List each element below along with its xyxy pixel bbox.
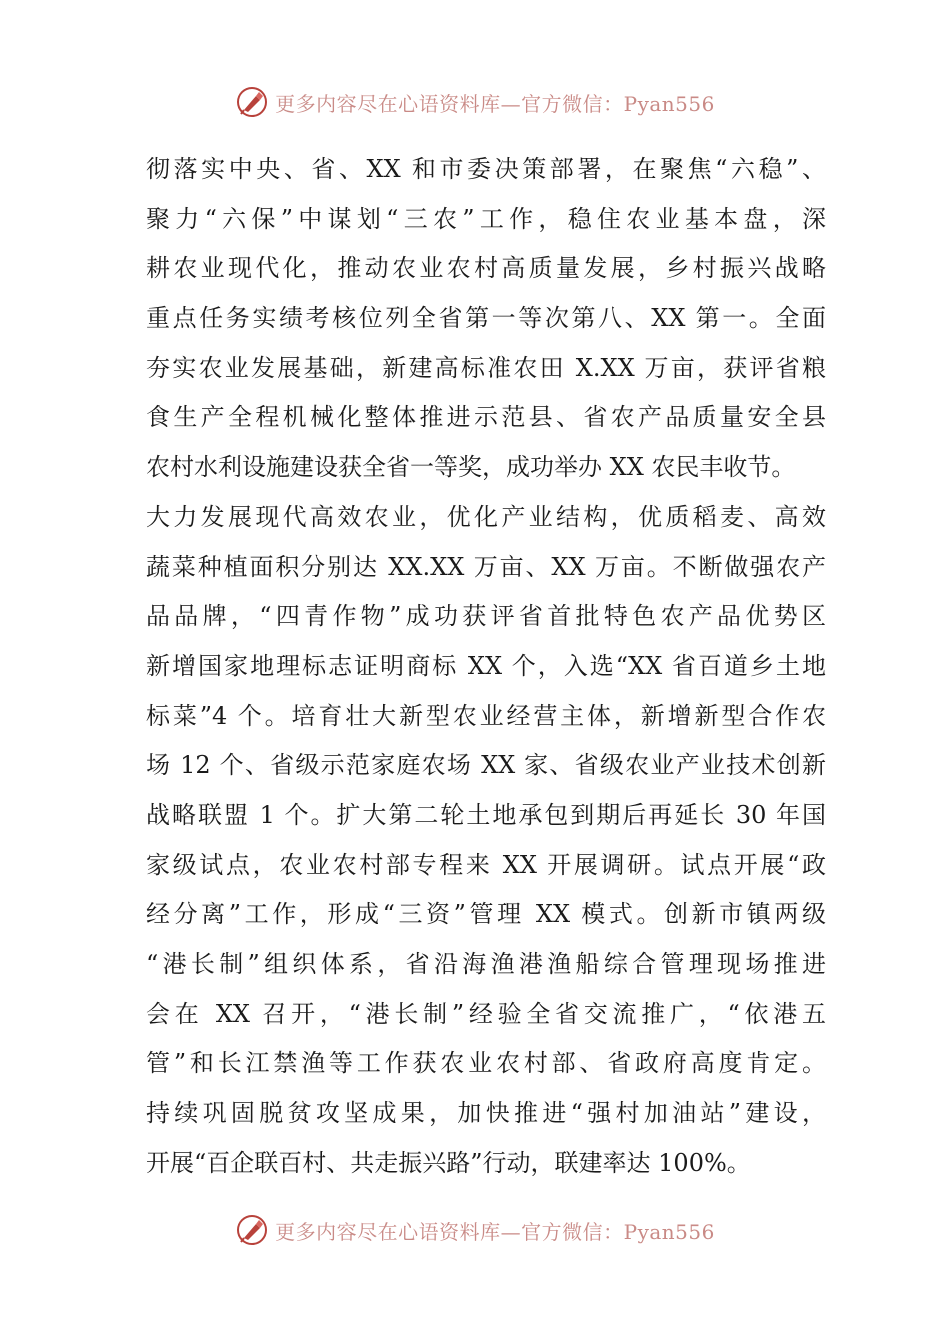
text-line: 夯实农业发展基础，新建高标准农田 X.XX 万亩，获评省粮 <box>146 353 826 382</box>
pen-nib-icon <box>235 1213 269 1247</box>
text-line: 耕农业现代化，推动农业农村高质量发展，乡村振兴战略 <box>146 254 826 283</box>
text-line: 持续巩固脱贫攻坚成果，加快推进“强村加油站”建设， <box>146 1099 826 1128</box>
watermark-text: 更多内容尽在心语资料库—官方微信：Pyan556 <box>275 91 715 116</box>
text-line: 标菜”4 个。培育壮大新型农业经营主体，新增新型合作农 <box>146 701 826 730</box>
text-line: 家级试点，农业农村部专程来 XX 开展调研。试点开展“政 <box>146 850 826 879</box>
text-line: 经分离”工作，形成“三资”管理 XX 模式。创新市镇两级 <box>146 900 826 929</box>
text-line: 蔬菜种植面积分别达 XX.XX 万亩、XX 万亩。不断做强农产 <box>146 552 826 581</box>
watermark-footer <box>0 1210 950 1250</box>
pen-nib-icon <box>235 85 269 119</box>
text-line: 场 12 个、省级示范家庭农场 XX 家、省级农业产业技术创新 <box>146 751 826 780</box>
text-line: 管”和长江禁渔等工作获农业农村部、省政府高度肯定。 <box>146 1049 826 1078</box>
text-line: 彻落实中央、省、XX 和市委决策部署，在聚焦“六稳”、 <box>146 155 826 183</box>
watermark-text: 更多内容尽在心语资料库—官方微信：Pyan556 <box>275 1219 715 1244</box>
document-body <box>146 145 826 1188</box>
text-line: 战略联盟 1 个。扩大第二轮土地承包到期后再延长 30 年国 <box>146 800 826 829</box>
text-line: 食生产全程机械化整体推进示范县、省农产品质量安全县 <box>146 403 826 432</box>
text-line: 农村水利设施建设获全省一等奖，成功举办 XX 农民丰收节。 <box>146 453 796 482</box>
text-line: 重点任务实绩考核位列全省第一等次第八、XX 第一。全面 <box>146 304 826 333</box>
text-line: 大力发展现代高效农业，优化产业结构，优质稻麦、高效 <box>146 502 826 531</box>
text-line: 新增国家地理标志证明商标 XX 个，入选“XX 省百道乡土地 <box>146 651 826 680</box>
text-line: 品品牌，“四青作物”成功获评省首批特色农产品优势区 <box>146 602 826 631</box>
text-line: 开展“百企联百村、共走振兴路”行动，联建率达 100%。 <box>146 1148 751 1177</box>
text-line: 聚力“六保”中谋划“三农”工作，稳住农业基本盘，深 <box>146 204 826 233</box>
watermark-header <box>0 82 950 122</box>
text-line: “港长制”组织体系，省沿海渔港渔船综合管理现场推进 <box>146 950 826 978</box>
text-line: 会在 XX 召开，“港长制”经验全省交流推广，“依港五 <box>146 999 826 1028</box>
